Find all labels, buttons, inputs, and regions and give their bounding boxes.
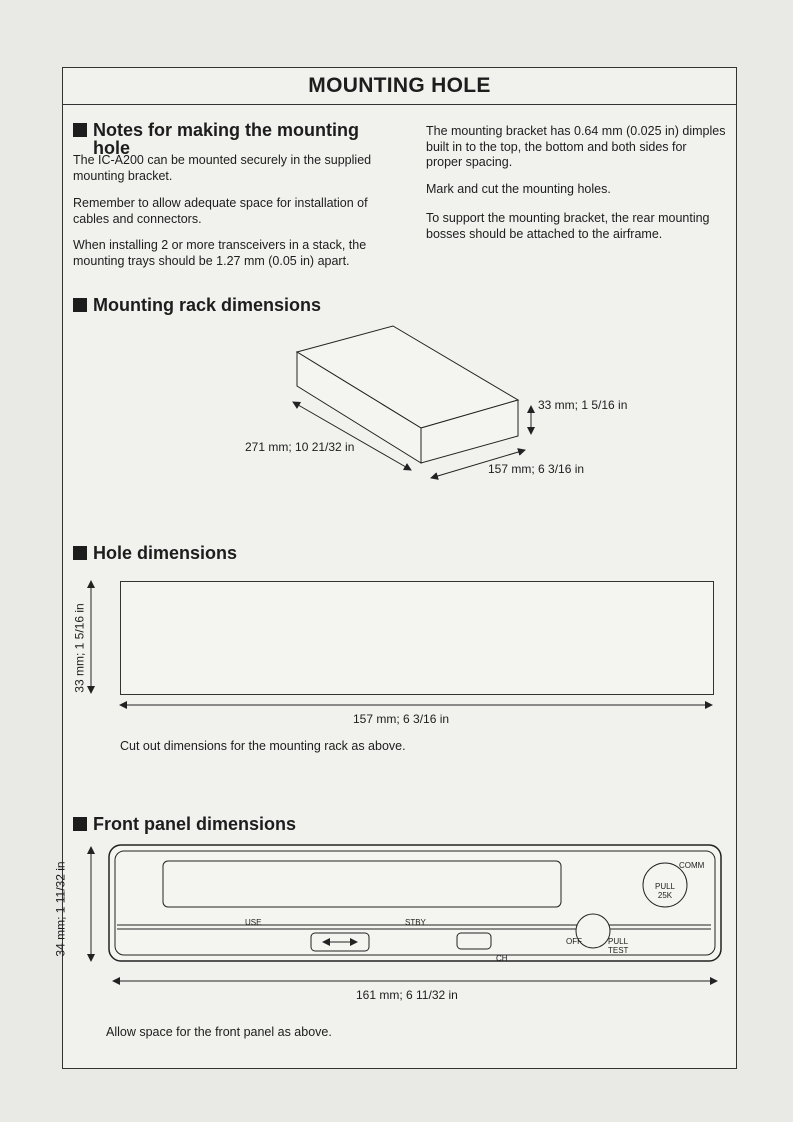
rack-heading — [73, 296, 321, 314]
fp-height-label: 34 mm; 1 11/32 in — [53, 861, 68, 957]
hole-width-label: 157 mm; 6 3/16 in — [353, 712, 450, 726]
bullet-icon — [73, 298, 87, 312]
fp-label-pull-test: PULL TEST — [608, 937, 629, 955]
rack-length-label: 271 mm; 10 21/32 in — [245, 440, 355, 454]
notes-left-p1: The IC-A200 can be mounted securely in the supplied mounting bracket. — [73, 153, 372, 183]
fp-label-stby: STBY — [405, 918, 426, 927]
hole-heading — [73, 544, 237, 562]
front-panel-drawing — [77, 843, 727, 993]
notes-left-p2: Remember to allow adequate space for installation of cables and connectors. — [73, 196, 368, 226]
bullet-icon — [73, 546, 87, 560]
hole-arrows — [77, 573, 727, 718]
page-title: MOUNTING HOLE — [308, 74, 491, 97]
bullet-icon — [73, 123, 87, 137]
rack-height-label: 33 mm; 1 5/16 in — [538, 398, 628, 412]
rack-width-label: 157 mm; 6 3/16 in — [488, 462, 585, 476]
title-bar — [63, 68, 736, 105]
notes-right-p3: To support the mounting bracket, the rear mounting bosses should be attached to the airframe. — [426, 211, 710, 241]
notes-left-p3: When installing 2 or more transceivers in a stack, the mounting trays should be 1.27 mm (0.05 in) apart. — [73, 238, 367, 268]
fp-caption: Allow space for the front panel as above. — [106, 1025, 332, 1039]
front-panel-heading-text: Front panel dimensions — [93, 814, 297, 834]
hole-heading-text: Hole dimensions — [93, 543, 238, 563]
notes-right-p2: Mark and cut the mounting holes. — [426, 182, 611, 196]
bullet-icon — [73, 817, 87, 831]
notes-heading — [73, 121, 383, 157]
notes-heading-text: Notes for making the mounting hole — [93, 120, 360, 158]
notes-right-p1: The mounting bracket has 0.64 mm (0.025 in) dimples built in to the top, the bottom and both sides for proper spacing. — [426, 124, 726, 169]
fp-label-pull-25k: PULL 25K — [654, 882, 675, 900]
fp-width-label: 161 mm; 6 11/32 in — [356, 988, 458, 1002]
fp-label-off: OFF — [566, 937, 582, 946]
fp-label-ch: CH — [496, 954, 508, 963]
rack-heading-text: Mounting rack dimensions — [93, 295, 322, 315]
fp-display-window — [163, 861, 561, 907]
front-panel-heading — [73, 815, 296, 833]
hole-caption: Cut out dimensions for the mounting rack as above. — [120, 739, 406, 753]
hole-height-label: 33 mm; 1 5/16 in — [72, 603, 87, 693]
page-frame — [53, 67, 737, 1069]
fp-label-use: USE — [245, 918, 262, 927]
fp-label-comm: COMM — [679, 861, 705, 870]
